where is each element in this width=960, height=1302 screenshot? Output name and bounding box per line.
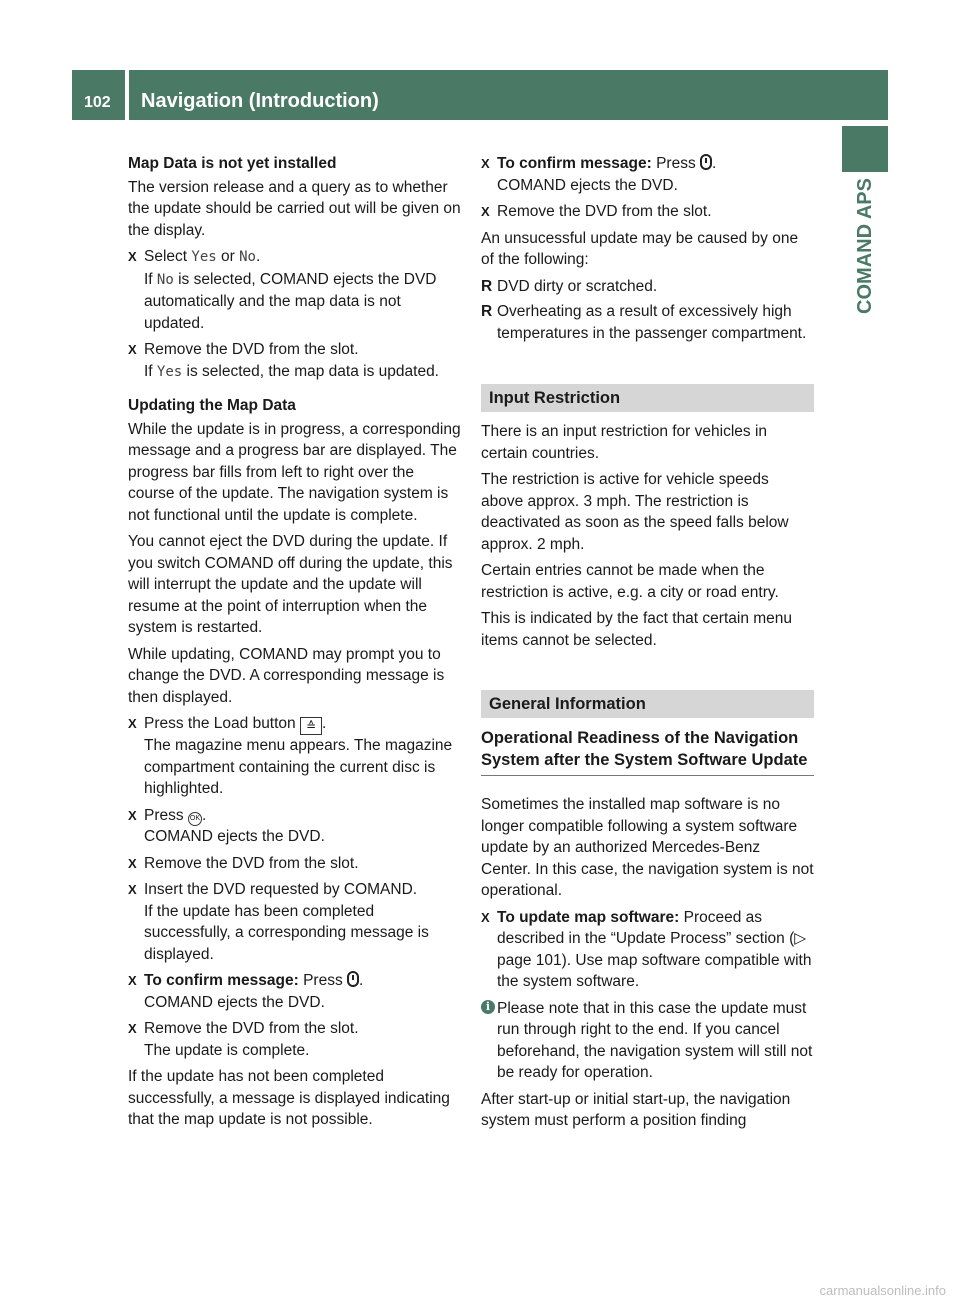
step-arrow-icon: X bbox=[128, 249, 137, 264]
page-number: 102 bbox=[72, 70, 125, 120]
bullet-icon: R bbox=[481, 303, 493, 320]
paragraph: Certain entries cannot be made when the restriction is active, e.g. a city or road entry. bbox=[481, 562, 779, 601]
bullet-item: R DVD dirty or scratched. bbox=[481, 276, 814, 298]
paragraph: There is an input restriction for vehicles in certain countries. bbox=[481, 423, 768, 462]
load-button-icon: ≙ bbox=[300, 717, 322, 735]
step-arrow-icon: X bbox=[128, 807, 137, 823]
paragraph: Sometimes the installed map software is no longer compatible following a system software update by an authorized Mercedes-Benz Center. In this case, the navigation system is not operational. bbox=[481, 796, 814, 899]
step-arrow-icon: X bbox=[481, 909, 490, 925]
instruction-step: X To confirm message: Press . COMAND ejects the DVD. bbox=[128, 972, 364, 1011]
instruction-step: X Press OK . COMAND ejects the DVD. bbox=[128, 806, 325, 845]
ok-button-icon: OK bbox=[188, 812, 202, 826]
paragraph: If the update has not been completed successfully, a message is displayed indicating that the map update is not possible. bbox=[128, 1068, 450, 1128]
watermark: carmanualsonline.info bbox=[819, 1283, 946, 1298]
paragraph: An unsucessful update may be caused by one of the following: bbox=[481, 229, 799, 268]
paragraph: While the update is in progress, a corresponding message and a progress bar are displayed. The progress bar fills from left to right over the course of the update. The navigation system is not functional until the update is complete. bbox=[128, 420, 461, 524]
instruction-step: X Remove the DVD from the slot. bbox=[481, 201, 814, 223]
controller-knob-icon bbox=[700, 154, 712, 170]
step-arrow-icon: X bbox=[128, 855, 137, 871]
step-arrow-icon: X bbox=[128, 882, 137, 897]
instruction-step: X To confirm message: Press . COMAND ejects the DVD. bbox=[481, 155, 717, 194]
paragraph: After start-up or initial start-up, the navigation system must perform a position finding bbox=[481, 1090, 791, 1129]
bullet-item: R Overheating as a result of excessively high temperatures in the passenger compartment. bbox=[481, 303, 807, 342]
instruction-step: X Insert the DVD requested by COMAND. If the update has been completed successfully, a corresponding message is displayed. bbox=[128, 881, 429, 963]
step-arrow-icon: X bbox=[481, 156, 490, 171]
instruction-step: X Select Yes or No. If No is selected, COMAND ejects the DVD automatically and the map data is not updated. bbox=[128, 248, 437, 332]
step-arrow-icon: X bbox=[128, 1021, 137, 1036]
paragraph: This is indicated by the fact that certain menu items cannot be selected. bbox=[481, 610, 793, 649]
step-arrow-icon: X bbox=[128, 342, 137, 357]
side-tab-label: COMAND APS bbox=[854, 178, 876, 314]
left-column bbox=[128, 153, 463, 1136]
heading-updating-map-data: Updating the Map Data bbox=[128, 397, 296, 414]
paragraph: The version release and a query as to whether the update should be carried out will be given on the display. bbox=[128, 178, 461, 239]
step-arrow-icon: X bbox=[128, 973, 137, 988]
instruction-step: X Remove the DVD from the slot. If Yes is selected, the map data is updated. bbox=[128, 341, 439, 380]
side-tab bbox=[842, 178, 888, 398]
info-icon: i bbox=[481, 1000, 495, 1014]
instruction-step: X Remove the DVD from the slot. bbox=[128, 853, 463, 875]
instruction-step: X Remove the DVD from the slot. The update is complete. bbox=[128, 1020, 359, 1059]
paragraph: The restriction is active for vehicle speeds above approx. 3 mph. The restriction is deactivated as soon as the speed falls below approx. 2 mph. bbox=[481, 471, 789, 553]
right-column bbox=[481, 153, 814, 1137]
section-bar-general-information: General Information bbox=[481, 690, 814, 718]
controller-knob-icon bbox=[347, 971, 359, 987]
heading-operational-readiness: Operational Readiness of the Navigation System after the System Software Update bbox=[481, 727, 814, 776]
paragraph: You cannot eject the DVD during the update. If you switch COMAND off during the update, this will interrupt the update and the update will resume at the point of interruption when the system is restarted. bbox=[128, 533, 453, 636]
step-arrow-icon: X bbox=[128, 716, 137, 731]
page-reference-arrow-icon: ▷ bbox=[794, 930, 807, 947]
info-note: i Please note that in this case the update must run through right to the end. If you cancel beforehand, the navigation system will still not be ready for operation. bbox=[481, 998, 814, 1084]
instruction-step: X To update map software: Proceed as described in the “Update Process” section (▷ page 101). Use map software compatible with the system software. bbox=[481, 908, 812, 990]
heading-map-data-not-installed: Map Data is not yet installed bbox=[128, 155, 337, 172]
side-tab-marker bbox=[842, 126, 888, 172]
bullet-icon: R bbox=[481, 277, 493, 295]
section-title: Navigation (Introduction) bbox=[141, 89, 379, 112]
instruction-step: X Press the Load button ≙ . The magazine menu appears. The magazine compartment containing the current disc is highlighted. bbox=[128, 715, 453, 797]
paragraph: While updating, COMAND may prompt you to change the DVD. A corresponding message is then displayed. bbox=[128, 645, 445, 706]
step-arrow-icon: X bbox=[481, 204, 490, 219]
section-title-bar bbox=[129, 70, 888, 120]
section-bar-input-restriction: Input Restriction bbox=[481, 384, 814, 412]
